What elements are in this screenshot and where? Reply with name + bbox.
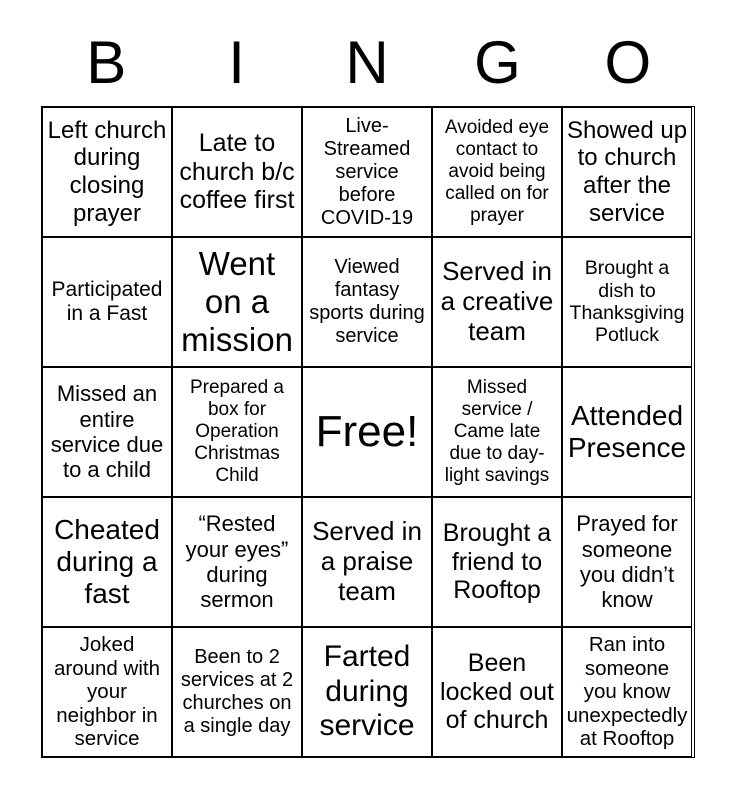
bingo-cell-r2c2[interactable]: Went on a mission bbox=[172, 237, 302, 367]
bingo-cell-r1c2[interactable]: Late to church b/c coffee first bbox=[172, 107, 302, 237]
bingo-cell-free[interactable]: Free! bbox=[302, 367, 432, 497]
bingo-letter-n: N bbox=[345, 29, 389, 96]
bingo-cell-r4c5[interactable]: Prayed for someone you didn’t know bbox=[562, 497, 692, 627]
bingo-cell-r3c2[interactable]: Prepared a box for Operation Christmas Child bbox=[172, 367, 302, 497]
bingo-cell-r4c3[interactable]: Served in a praise team bbox=[302, 497, 432, 627]
bingo-cell-r3c5[interactable]: Attended Presence bbox=[562, 367, 692, 497]
bingo-cell-r5c4[interactable]: Been locked out of church bbox=[432, 627, 562, 757]
bingo-cell-r1c5[interactable]: Showed up to church after the service bbox=[562, 107, 692, 237]
bingo-cell-r4c2[interactable]: “Rested your eyes” during sermon bbox=[172, 497, 302, 627]
bingo-cell-r2c4[interactable]: Served in a creative team bbox=[432, 237, 562, 367]
bingo-letter-o: O bbox=[604, 29, 652, 96]
bingo-letter-g: G bbox=[474, 29, 521, 96]
bingo-cell-r5c3[interactable]: Farted during service bbox=[302, 627, 432, 757]
bingo-cell-r5c5[interactable]: Ran into someone you know unexpectedly at Rooftop bbox=[562, 627, 692, 757]
bingo-cell-r2c5[interactable]: Brought a dish to Thanksgiving Potluck bbox=[562, 237, 692, 367]
bingo-letter-i: I bbox=[228, 29, 245, 96]
bingo-letter-b: B bbox=[86, 29, 127, 96]
bingo-cell-r1c3[interactable]: Live-Streamed service before COVID-19 bbox=[302, 107, 432, 237]
bingo-cell-r1c1[interactable]: Left church during closing prayer bbox=[42, 107, 172, 237]
bingo-cell-r2c3[interactable]: Viewed fantasy sports during service bbox=[302, 237, 432, 367]
bingo-cell-r3c4[interactable]: Missed service / Came late due to day-light savings bbox=[432, 367, 562, 497]
bingo-cell-r4c1[interactable]: Cheated during a fast bbox=[42, 497, 172, 627]
bingo-title bbox=[41, 0, 693, 105]
bingo-cell-r4c4[interactable]: Brought a friend to Rooftop bbox=[432, 497, 562, 627]
bingo-cell-r3c1[interactable]: Missed an entire service due to a child bbox=[42, 367, 172, 497]
bingo-grid bbox=[41, 106, 695, 758]
bingo-cell-r5c2[interactable]: Been to 2 services at 2 churches on a single day bbox=[172, 627, 302, 757]
bingo-cell-r2c1[interactable]: Participated in a Fast bbox=[42, 237, 172, 367]
bingo-cell-r1c4[interactable]: Avoided eye contact to avoid being called on for prayer bbox=[432, 107, 562, 237]
bingo-cell-r5c1[interactable]: Joked around with your neighbor in service bbox=[42, 627, 172, 757]
